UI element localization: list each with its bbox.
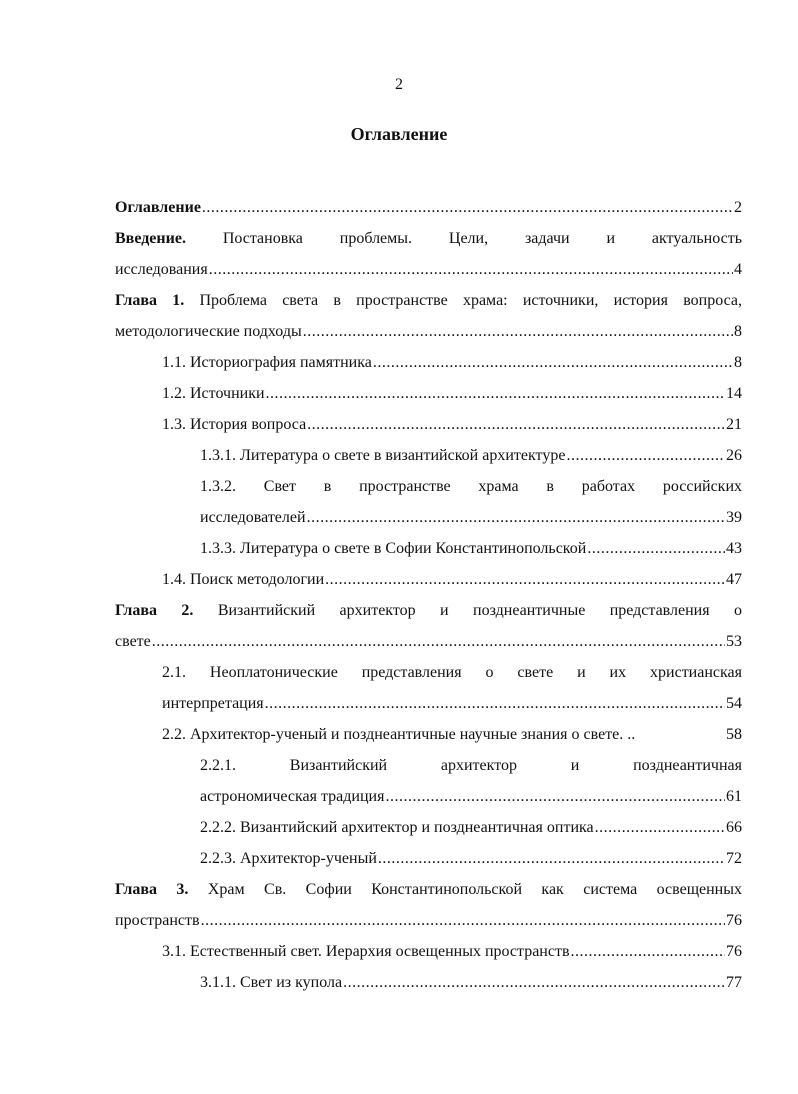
toc-page-number: 26 [726, 447, 742, 464]
dot-leader [343, 971, 725, 995]
dot-leader [209, 258, 733, 282]
toc-entry-text-cont: исследователей [200, 509, 306, 526]
dot-leader [307, 506, 725, 530]
toc-entry-line1 [115, 599, 742, 630]
table-of-contents [115, 196, 742, 1002]
toc-entry-text: 2.2.1. Византийский архитектор и позднеантичная [200, 757, 742, 774]
toc-entry-label: Введение. [115, 230, 186, 247]
toc-page-number: 77 [726, 974, 742, 991]
dot-leader [266, 382, 725, 406]
toc-entry-text-cont: пространств [115, 912, 200, 929]
toc-entry-text: Проблема света в пространстве храма: источники, история вопроса, [199, 292, 742, 309]
dot-leader [378, 847, 725, 871]
dot-leader [152, 630, 725, 654]
toc-page-number: 76 [726, 943, 742, 960]
toc-page-number: 2 [734, 199, 742, 216]
toc-page-number: 39 [726, 509, 742, 526]
toc-entry-text-cont: интерпретация [162, 695, 264, 712]
dot-leader [202, 196, 733, 220]
toc-entry-2-2-1[interactable] [200, 754, 742, 816]
toc-entry-text: 1.3.1. Литература о свете в византийской архитектуре [200, 447, 566, 464]
toc-entry-1-2[interactable] [162, 382, 742, 413]
toc-entry-text: 1.1. Историография памятника [162, 354, 372, 371]
toc-entry-oglavlenie[interactable] [115, 196, 742, 227]
toc-entry-text-cont: исследования [115, 261, 208, 278]
toc-entry-label: Оглавление [115, 199, 201, 216]
toc-entry-text-cont: методологические подходы [115, 323, 302, 340]
toc-entry-line1 [115, 878, 742, 909]
toc-entry-1-3[interactable] [162, 413, 742, 444]
toc-entry-2-2-3[interactable] [200, 847, 742, 878]
dot-leader [571, 940, 725, 964]
toc-entry-text: 1.4. Поиск методологии [162, 571, 325, 588]
toc-entry-1-4[interactable] [162, 568, 742, 599]
toc-entry-text: 1.3.3. Литература о свете в Софии Константинопольской [200, 540, 587, 557]
toc-entry-text: 3.1.1. Свет из купола [200, 974, 343, 991]
toc-entry-text: Византийский архитектор и позднеантичные представления о [217, 602, 742, 619]
toc-entry-chapter-3[interactable] [115, 878, 742, 940]
toc-page-number: 72 [726, 850, 742, 867]
dot-leader [385, 785, 725, 809]
toc-page-number: 14 [726, 385, 742, 402]
toc-entry-line1 [115, 289, 742, 320]
toc-entry-1-3-2[interactable] [200, 475, 742, 537]
dot-leader [587, 537, 725, 561]
toc-entry-chapter-2[interactable] [115, 599, 742, 661]
toc-page-number: 54 [726, 695, 742, 712]
toc-entry-text: 1.2. Источники [162, 385, 265, 402]
toc-entry-text-cont: свете [115, 633, 151, 650]
toc-entry-text: 3.1. Естественный свет. Иерархия освещенных пространств [162, 943, 570, 960]
toc-entry-label: Глава 1. [115, 292, 185, 309]
toc-page-number: 4 [734, 261, 742, 278]
page-title: Оглавление [350, 124, 448, 144]
toc-entry-text: Храм Св. Софии Константинопольской как система освещенных [207, 881, 742, 898]
toc-page-number: 21 [726, 416, 742, 433]
dot-leader [325, 568, 725, 592]
toc-page-number: 76 [726, 912, 742, 929]
toc-entry-text: 2.2.2. Византийский архитектор и позднеантичная оптика [200, 819, 594, 836]
toc-entry-text: 2.2. Архитектор-ученый и позднеантичные научные знания о свете. .. [162, 726, 636, 743]
toc-entry-1-3-3[interactable] [200, 537, 742, 568]
toc-entry-text: 1.3.2. Свет в пространстве храма в работах российских [200, 478, 742, 495]
toc-entry-text-cont: астрономическая традиция [200, 788, 385, 805]
toc-entry-vvedenie[interactable] [115, 227, 742, 289]
toc-entry-3-1-1[interactable] [200, 971, 742, 1002]
toc-page-number: 66 [726, 819, 742, 836]
toc-entry-line1 [115, 227, 742, 258]
toc-entry-label: Глава 3. [115, 881, 189, 898]
dot-leader [373, 351, 733, 375]
toc-entry-2-2-2[interactable] [200, 816, 742, 847]
dot-leader [307, 413, 725, 437]
dot-leader [303, 320, 733, 344]
toc-entry-text: 2.2.3. Архитектор-ученый [200, 850, 377, 867]
dot-leader [566, 444, 725, 468]
toc-page-number: 8 [734, 354, 742, 371]
toc-entry-label: Глава 2. [115, 602, 194, 619]
page-number: 2 [395, 76, 403, 93]
dot-leader [595, 816, 725, 840]
toc-entry-chapter-1[interactable] [115, 289, 742, 351]
toc-page-number: 58 [726, 726, 742, 743]
toc-entry-1-3-1[interactable] [200, 444, 742, 475]
toc-page-number: 43 [726, 540, 742, 557]
toc-entry-2-1[interactable] [162, 661, 742, 723]
toc-page-number: 61 [726, 788, 742, 805]
toc-entry-1-1[interactable] [162, 351, 742, 382]
dot-leader [201, 909, 725, 933]
toc-entry-text: 1.3. История вопроса [162, 416, 307, 433]
toc-entry-text: 2.1. Неоплатонические представления о свете и их христианская [162, 664, 742, 681]
toc-page-number: 53 [726, 633, 742, 650]
dot-leader [265, 692, 725, 716]
toc-page-number: 8 [734, 323, 742, 340]
toc-entry-text: Постановка проблемы. Цели, задачи и актуальность [222, 230, 742, 247]
toc-entry-2-2[interactable] [162, 723, 742, 754]
toc-entry-3-1[interactable] [162, 940, 742, 971]
toc-page-number: 47 [726, 571, 742, 588]
